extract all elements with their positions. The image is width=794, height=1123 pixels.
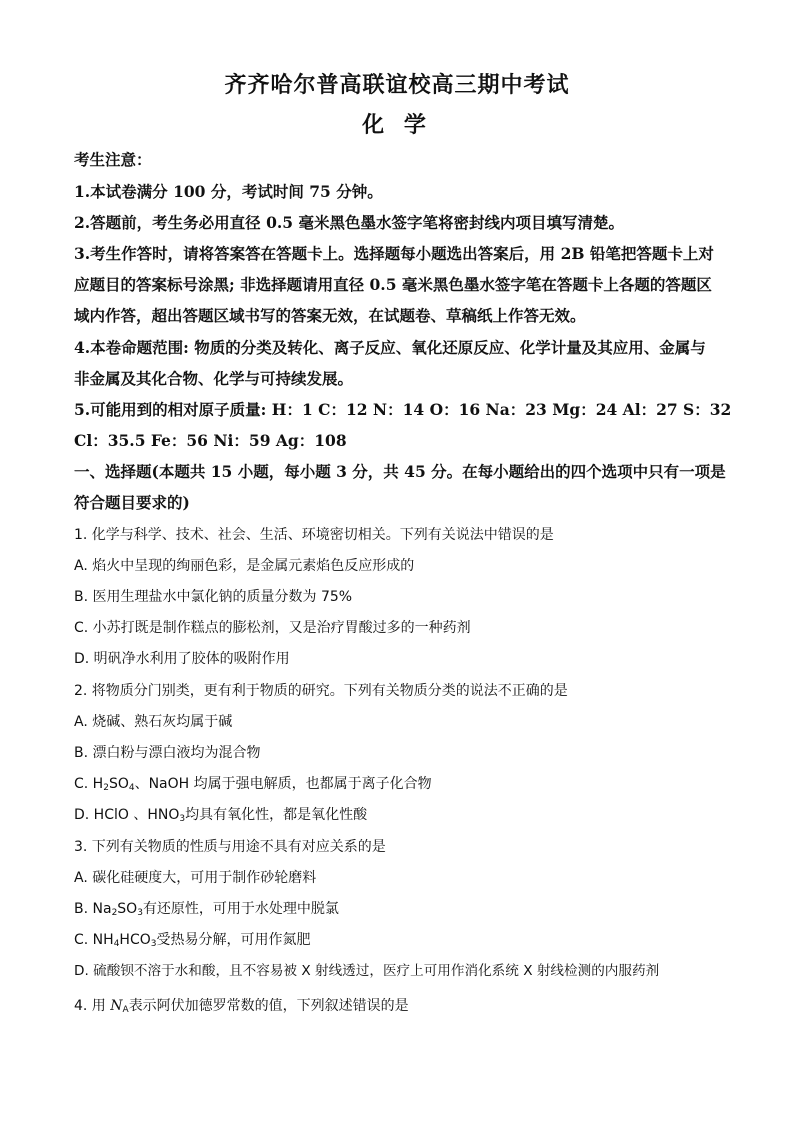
q3-option-a: A. 碳化硅硬度大，可用于制作砂轮磨料 (74, 870, 317, 886)
exam-title: 齐齐哈尔普高联谊校高三期中考试 (224, 72, 570, 98)
notice-item-2: 2.答题前，考生务必用直径 0.5 毫米黑色墨水签字笔将密封线内项目填写清楚。 (74, 213, 624, 232)
notice-item-5-line-1: 5.可能用到的相对原子质量: H：1 C：12 N：14 O：16 Na：23 Mg：24 Al：27 S：32 (74, 400, 732, 419)
notice-item-4-line-2: 非金属及其化合物、化学与可持续发展。 (74, 369, 354, 388)
q2-option-a: A. 烧碱、熟石灰均属于碱 (74, 714, 233, 730)
q3-option-c: C. $NH_4HCO_3$受热易分解，可用作氮肥 (74, 932, 311, 949)
notice-item-5-line-2: Cl：35.5 Fe：56 Ni：59 Ag：108 (74, 431, 347, 450)
q2-option-c: C. $H_2SO_4$、NaOH 均属于强电解质，也都属于离子化合物 (74, 776, 432, 793)
q3-option-d: D. 硫酸钡不溶于水和酸，且不容易被 X 射线透过，医疗上可用作消化系统 X 射线检测的内服药剂 (74, 963, 660, 979)
q1-option-c: C. 小苏打既是制作糕点的膨松剂，又是治疗胃酸过多的一种药剂 (74, 620, 471, 636)
q4-stem: 4. 用 $N_A$表示阿伏加德罗常数的值，下列叙述错误的是 (74, 998, 409, 1015)
q3-option-b: B. $Na_2SO_3$有还原性，可用于水处理中脱氯 (74, 901, 339, 918)
notice-item-1: 1.本试卷满分 100 分，考试时间 75 分钟。 (74, 182, 383, 201)
q2-option-d: D. HClO 、$HNO_3$均具有氧化性，都是氧化性酸 (74, 807, 368, 824)
q2-option-b: B. 漂白粉与漂白液均为混合物 (74, 745, 261, 761)
notice-item-3-line-3: 域内作答，超出答题区域书写的答案无效，在试题卷、草稿纸上作答无效。 (74, 306, 586, 325)
notice-heading: 考生注意： (74, 150, 152, 169)
notice-item-3-line-1: 3.考生作答时，请将答案答在答题卡上。选择题每小题选出答案后，用 2B 铅笔把答题卡上对 (74, 244, 714, 263)
q1-stem: 1. 化学与科学、技术、社会、生活、环境密切相关。下列有关说法中错误的是 (74, 527, 554, 543)
section-1-heading-line-2: 符合题目要求的) (74, 493, 190, 512)
q1-option-b: B. 医用生理盐水中氯化钠的质量分数为 75% (74, 589, 353, 605)
q1-option-d: D. 明矾净水利用了胶体的吸附作用 (74, 651, 290, 667)
q3-stem: 3. 下列有关物质的性质与用途不具有对应关系的是 (74, 839, 386, 855)
q1-option-a: A. 焰火中呈现的绚丽色彩，是金属元素焰色反应形成的 (74, 558, 415, 574)
notice-item-4-line-1: 4.本卷命题范围: 物质的分类及转化、离子反应、氧化还原反应、化学计量及其应用、金属与 (74, 338, 706, 357)
section-1-heading-line-1: 一、选择题(本题共 15 小题，每小题 3 分，共 45 分。在每小题给出的四个选项中只有一项是 (74, 462, 726, 481)
avogadro-symbol: N (110, 998, 123, 1014)
exam-subject: 化 学 (362, 112, 432, 138)
q2-stem: 2. 将物质分门别类，更有利于物质的研究。下列有关物质分类的说法不正确的是 (74, 683, 568, 699)
notice-item-3-line-2: 应题目的答案标号涂黑; 非选择题请用直径 0.5 毫米黑色墨水签字笔在答题卡上各题的答题区 (74, 275, 712, 294)
